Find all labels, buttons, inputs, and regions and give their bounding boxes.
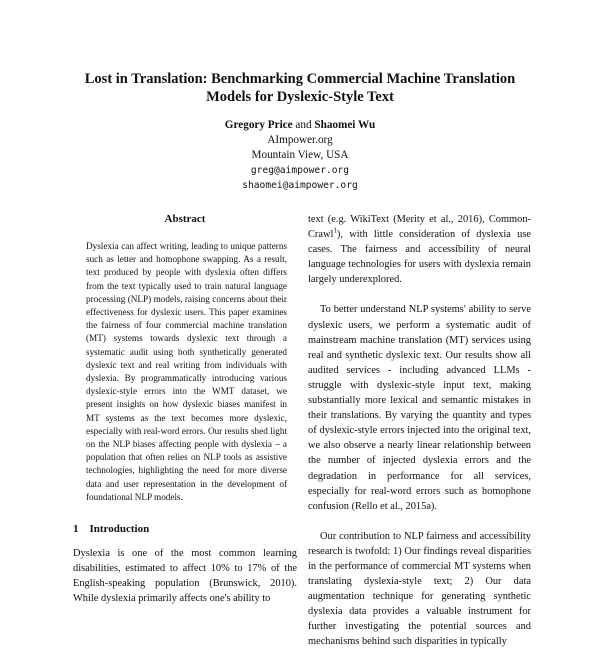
author-block (40, 118, 560, 193)
intro-paragraph-1: Dyslexia is one of the most common learning disabilities, estimated to affect 10% to 17% of the English-speaking population (Brunswick, 2010). While dyslexia primarily affects one's ability to (73, 548, 297, 605)
location: Mountain View, USA (251, 149, 349, 161)
email-1: greg@aimpower.org (250, 165, 350, 176)
abstract-heading: Abstract (164, 213, 206, 225)
author-name-1: Gregory Price (224, 119, 293, 131)
footnote-marker: 1 (333, 226, 337, 235)
left-column (73, 212, 297, 606)
right-paragraph-3: Our contribution to NLP fairness and accessibility research is twofold: 1) Our findings reveal disparities in the performance of commercial MT systems when translating dyslexia-style text; 2) Our data augmentation technique for generating synthetic dyslexia data provides a valuable instrument for further investigating the potential sources and mechanisms behind such disparities in typically (308, 530, 531, 648)
author-name-2: Shaomei Wu (314, 119, 376, 131)
title-line-2: Models for Dyslexic-Style Text (206, 89, 394, 105)
right-paragraph-1 (308, 212, 531, 287)
title-line-1: Lost in Translation: Benchmarking Commercial Machine Translation (84, 71, 516, 87)
abstract-body: Dyslexia can affect writing, leading to unique patterns such as letter and homophone swapping. As a result, text produced by people with dyslexia often differs from the text typically used to train natural language processing (NLP) models, raising concerns about their effectiveness for dyslexic users. This paper examines the fairness of four commercial machine translation (MT) systems towards dyslexic text through a systematic audit using both synthetically generated dyslexic text and real writing from individuals with dyslexia. By programmatically introducing various dyslexic-style errors into the WMT dataset, we present insights on how dyslexic biases manifest in MT systems as the text becomes more dyslexic, especially with real-word errors. Our results shed light on the NLP biases affecting people with dyslexia – a population that often relies on NLP tools as assistive technologies, highlighting the need for more diverse data and user representation in the development of foundational NLP models. (86, 241, 287, 502)
email-2: shaomei@aimpower.org (242, 180, 358, 191)
author-names (40, 118, 560, 133)
right-paragraph-1-start: text (e.g. WikiText (Merity et al., 2016), Common-Crawl (308, 214, 531, 241)
author-and: and (295, 119, 312, 131)
paper-title (40, 70, 560, 106)
affiliation: AImpower.org (267, 134, 333, 146)
section-number: 1 (73, 523, 79, 536)
right-paragraph-1-end: ), with little consideration of dyslexia use cases. The fairness and accessibility of neural language technologies for users with dyslexia remain largely underexplored. (308, 229, 531, 286)
right-paragraph-2: To better understand NLP systems' ability to serve dyslexic users, we perform a systematic audit of mainstream machine translation (MT) services using real and synthetic dyslexic text. Our results show all audited services - including advanced LLMs - struggle with dyslexic-style input text, making substantially more lexical and semantic mistakes in their translations. By varying the quantity and types of dyslexic-style errors injected into the original text, we also observe a nearly linear relationship between the number of injected dyslexia errors and the degradation in performance for all services, especially for real-word errors such as homophone confusion (Rello et al., 2015a). (308, 304, 531, 512)
right-column (308, 212, 531, 665)
section-heading-introduction (73, 522, 297, 536)
section-title: Introduction (89, 523, 150, 536)
